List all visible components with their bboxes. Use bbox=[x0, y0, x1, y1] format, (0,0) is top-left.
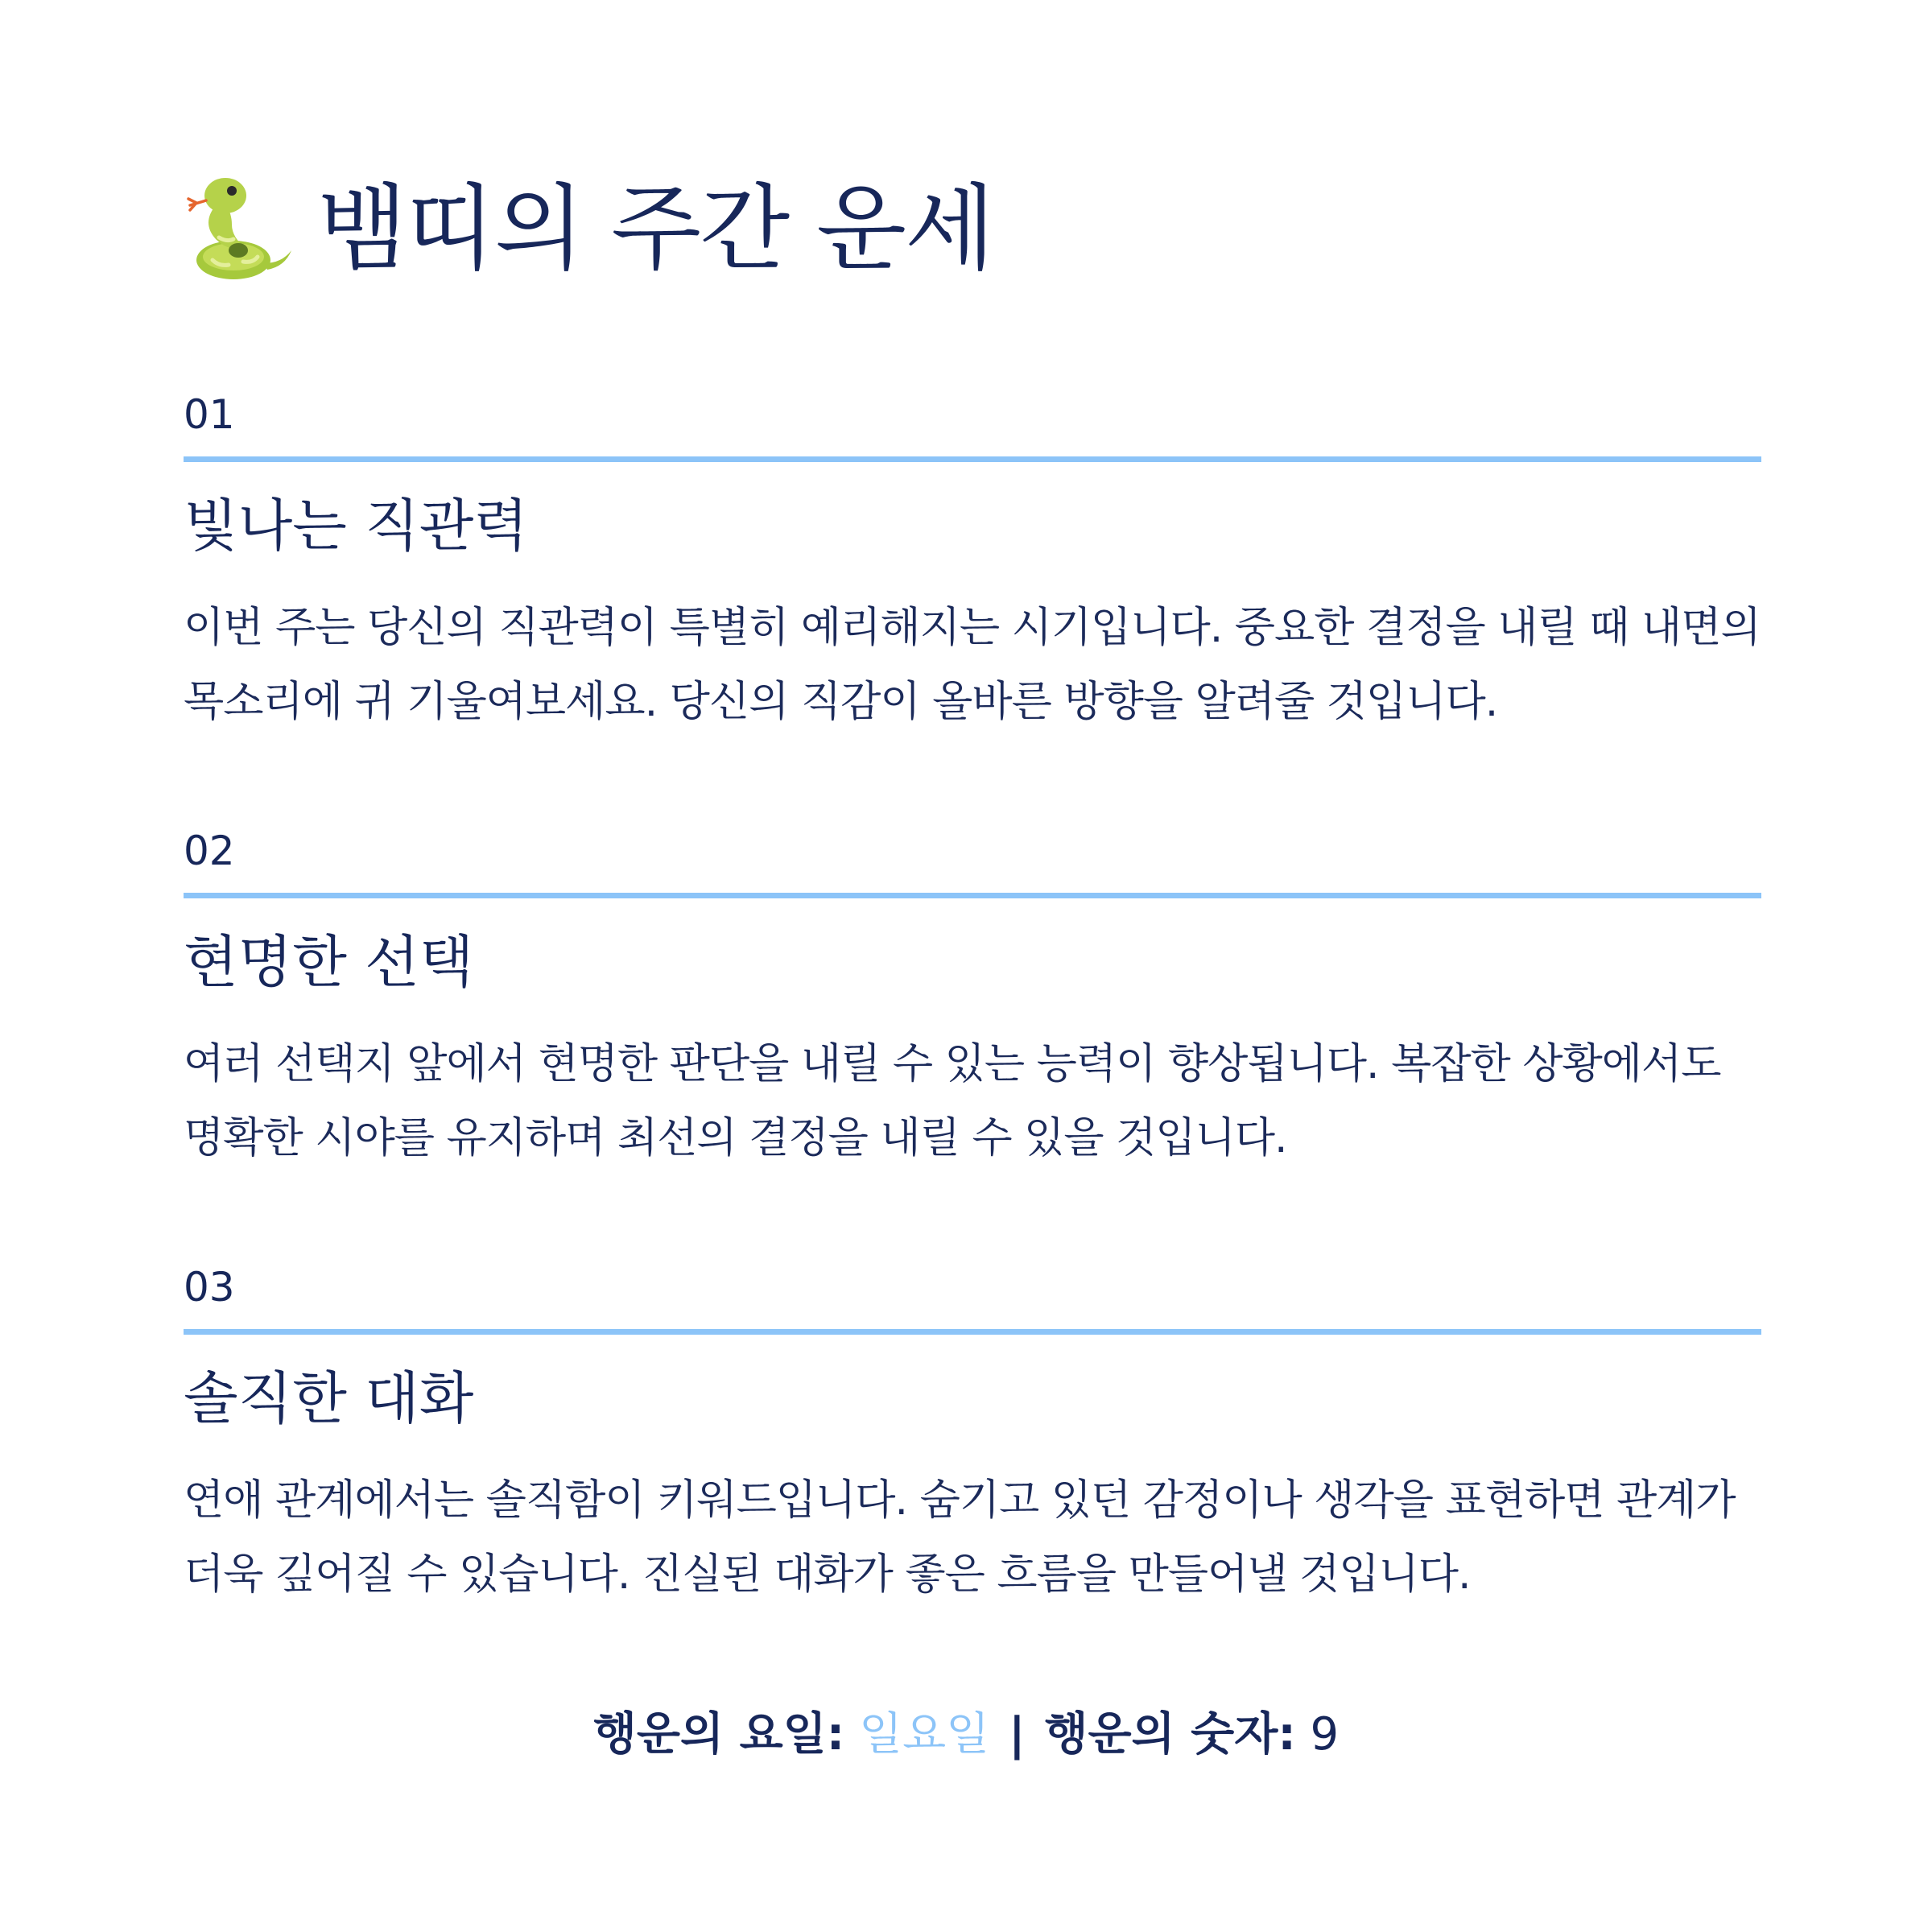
section-divider bbox=[184, 893, 1761, 898]
lucky-day-value: 일요일 bbox=[858, 1708, 990, 1761]
section-body: 이번 주는 당신의 직관력이 특별히 예리해지는 시기입니다. 중요한 결정을 내릴 때 내면의 목소리에 귀 기울여보세요. 당신의 직감이 올바른 방향을 알려줄 것입니다. bbox=[184, 604, 1761, 726]
section-title: 솔직한 대화 bbox=[184, 1365, 474, 1431]
lucky-number-label: 행운의 숫자: bbox=[1044, 1708, 1296, 1761]
section-body: 여러 선택지 앞에서 현명한 판단을 내릴 수 있는 능력이 향상됩니다. 복잡한 상황에서도 명확한 시야를 유지하며 최선의 결정을 내릴 수 있을 것입니다. bbox=[184, 1040, 1721, 1162]
page-header bbox=[184, 173, 993, 286]
lucky-number-value: 9 bbox=[1310, 1708, 1340, 1761]
section-number: 01 bbox=[184, 391, 235, 438]
lucky-info bbox=[0, 1707, 1932, 1763]
page-title: 뱀띠의 주간 운세 bbox=[317, 175, 994, 283]
section-divider bbox=[184, 1329, 1761, 1335]
section-number: 03 bbox=[184, 1264, 235, 1311]
section-title: 빛나는 직관력 bbox=[184, 493, 528, 559]
section-number: 02 bbox=[184, 828, 235, 874]
section-divider bbox=[184, 456, 1761, 462]
lucky-day-label: 행운의 요일: bbox=[592, 1708, 845, 1761]
fortune-section-2 bbox=[184, 828, 1761, 1185]
footer-separator: | bbox=[1009, 1708, 1026, 1761]
fortune-section-3 bbox=[184, 1264, 1761, 1621]
fortune-section-1 bbox=[184, 391, 1761, 749]
snake-icon bbox=[184, 173, 296, 286]
section-title: 현명한 선택 bbox=[184, 929, 474, 995]
section-body: 연애 관계에서는 솔직함이 키워드입니다. 숨기고 있던 감정이나 생각을 표현하면 관계가 더욱 깊어질 수 있습니다. 진실된 대화가 좋은 흐름을 만들어낼 것입니다. bbox=[184, 1476, 1736, 1599]
